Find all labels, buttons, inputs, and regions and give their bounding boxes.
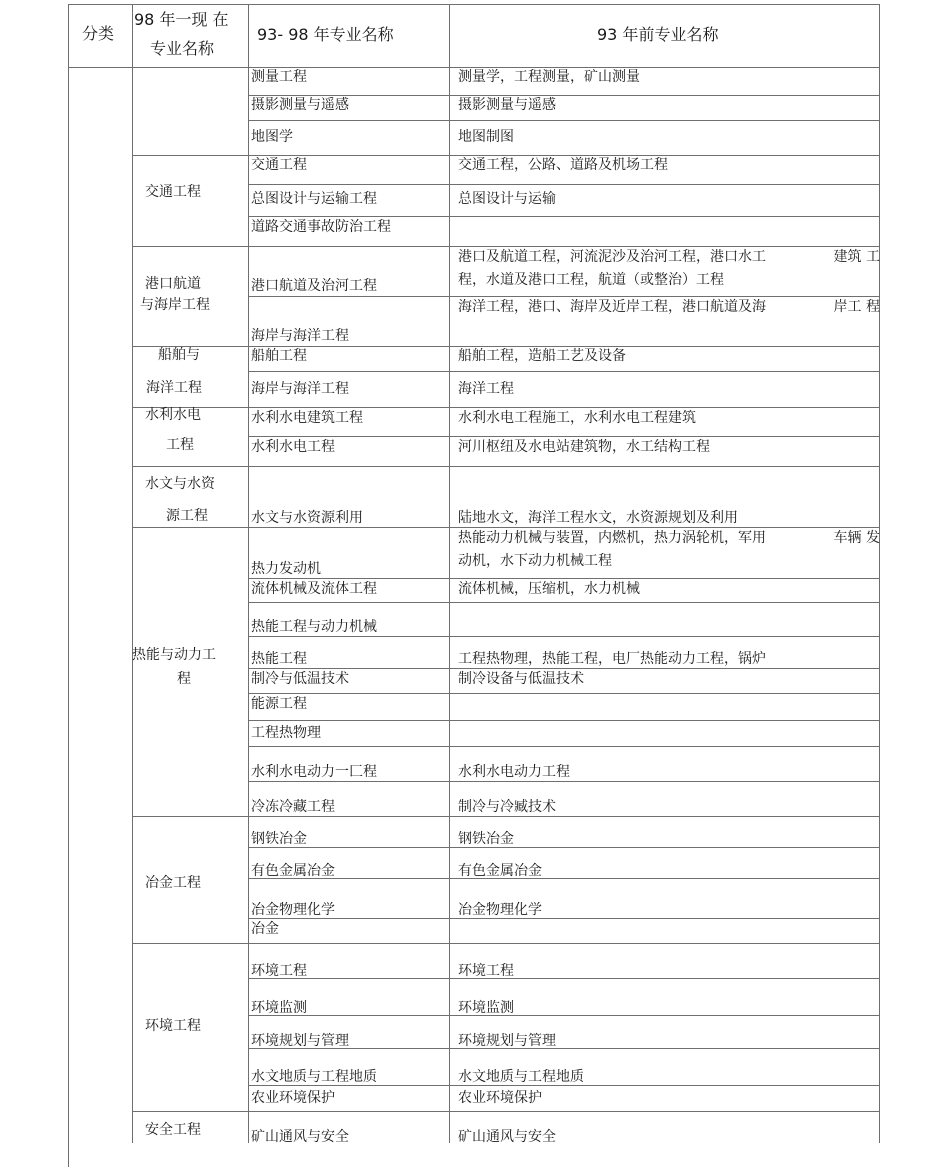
current-major-name: 制冷与低温技术	[251, 671, 349, 687]
row-divider	[248, 847, 880, 848]
old-major-names: 环境规划与管理	[458, 1033, 556, 1049]
table-left-border	[68, 4, 69, 1167]
column-divider	[449, 4, 450, 1143]
old-major-names: 矿山通风与安全	[458, 1129, 556, 1145]
row-divider	[248, 978, 880, 979]
old-major-names-tail: 岸工 程	[833, 299, 880, 315]
table-right-border	[879, 4, 880, 1143]
current-major-name: 环境规划与管理	[251, 1033, 349, 1049]
current-major-name: 冷冻冷藏工程	[251, 799, 335, 815]
row-divider	[248, 120, 880, 121]
old-major-names: 港口及航道工程，河流泥沙及治河工程，港口水工	[458, 249, 766, 265]
current-major-name: 总图设计与运输工程	[251, 191, 377, 207]
header-current-major-line2: 专业名称	[150, 39, 215, 58]
row-divider	[248, 878, 880, 879]
old-major-names: 环境工程	[458, 963, 514, 979]
current-major-name: 船舶工程	[251, 348, 307, 364]
current-major-name: 钢铁冶金	[251, 831, 307, 847]
old-major-names-tail: 车辆 发	[833, 530, 880, 546]
row-divider	[248, 602, 880, 603]
category-name: 水文与水资	[145, 476, 215, 492]
current-major-name: 摄影测量与遥感	[251, 97, 349, 113]
old-major-names: 水利水电动力工程	[458, 764, 570, 780]
old-major-names: 水文地质与工程地质	[458, 1069, 584, 1085]
current-major-name: 水利水电建筑工程	[251, 410, 363, 426]
current-major-name: 冶金物理化学	[251, 902, 335, 918]
old-major-names: 有色金属冶金	[458, 863, 542, 879]
category-name: 港口航道	[145, 276, 201, 292]
category-name: 船舶与	[158, 347, 200, 363]
header-pre-93-major: 93 年前专业名称	[597, 25, 719, 44]
current-major-name: 地图学	[251, 129, 293, 145]
old-major-names: 流体机械，压缩机，水力机械	[458, 581, 640, 597]
category-name: 环境工程	[145, 1018, 201, 1034]
old-major-names-tail: 建筑 工	[833, 249, 880, 265]
row-divider	[248, 746, 880, 747]
old-major-names: 制冷与冷臧技术	[458, 799, 556, 815]
current-major-name: 水文与水资源利用	[251, 510, 363, 526]
old-major-names: 热能动力机械与装置，内燃机，热力涡轮机，军用	[458, 530, 766, 546]
current-major-name: 海岸与海洋工程	[251, 381, 349, 397]
current-major-name: 水文地质与工程地质	[251, 1069, 377, 1085]
old-major-names: 制冷设备与低温技术	[458, 671, 584, 687]
category-name: 与海岸工程	[140, 297, 210, 313]
category-name: 安全工程	[145, 1122, 201, 1138]
row-divider	[248, 1015, 880, 1016]
row-divider	[248, 436, 880, 437]
old-major-names: 冶金物理化学	[458, 902, 542, 918]
table-top-border	[68, 4, 880, 5]
category-name: 交通工程	[145, 184, 201, 200]
current-major-name: 农业环境保护	[251, 1090, 335, 1106]
current-major-name: 能源工程	[251, 696, 307, 712]
old-major-names: 海洋工程，港口、海岸及近岸工程，港口航道及海	[458, 299, 766, 315]
category-name: 海洋工程	[146, 380, 202, 396]
current-major-name: 水利水电工程	[251, 439, 335, 455]
current-major-name: 道路交通事故防治工程	[251, 219, 391, 235]
old-major-names: 测量学，工程测量，矿山测量	[458, 69, 640, 85]
row-divider	[248, 668, 880, 669]
current-major-name: 矿山通风与安全	[251, 1129, 349, 1145]
current-major-name: 流体机械及流体工程	[251, 581, 377, 597]
current-major-name: 海岸与海洋工程	[251, 328, 349, 344]
current-major-name: 工程热物理	[251, 725, 321, 741]
current-major-name: 热能工程与动力机械	[251, 619, 377, 635]
old-major-names: 河川枢纽及水电站建筑物，水工结构工程	[458, 439, 710, 455]
current-major-name: 交通工程	[251, 157, 307, 173]
category-name: 工程	[166, 437, 194, 453]
current-major-name: 环境监测	[251, 1000, 307, 1016]
group-divider	[132, 466, 880, 467]
row-divider	[248, 216, 880, 217]
row-divider	[248, 578, 880, 579]
header-category: 分类	[82, 24, 115, 43]
column-divider	[248, 4, 249, 1143]
row-divider	[248, 296, 880, 297]
old-major-names: 摄影测量与遥感	[458, 97, 556, 113]
current-major-name: 环境工程	[251, 963, 307, 979]
current-major-name: 水利水电动力一匚程	[251, 764, 377, 780]
current-major-name: 有色金属冶金	[251, 863, 335, 879]
group-divider	[132, 246, 880, 247]
row-divider	[248, 371, 880, 372]
old-major-names: 船舶工程，造船工艺及设备	[458, 348, 626, 364]
group-divider	[132, 816, 880, 817]
row-divider	[248, 720, 880, 721]
group-divider	[132, 1111, 880, 1112]
group-divider	[132, 407, 880, 408]
old-major-names: 钢铁冶金	[458, 831, 514, 847]
category-name: 热能与动力工	[132, 647, 216, 663]
old-major-names: 交通工程，公路、道路及机场工程	[458, 157, 668, 173]
row-divider	[248, 918, 880, 919]
category-name: 源工程	[166, 508, 208, 524]
header-current-major-line1: 98 年一现 在	[134, 10, 229, 29]
current-major-name: 热力发动机	[251, 561, 321, 577]
row-divider	[248, 184, 880, 185]
group-divider	[132, 527, 880, 528]
old-major-names: 农业环境保护	[458, 1090, 542, 1106]
category-name: 程	[177, 671, 191, 687]
column-divider	[132, 4, 133, 1143]
current-major-name: 热能工程	[251, 651, 307, 667]
old-major-names: 地图制图	[458, 129, 514, 145]
row-divider	[248, 781, 880, 782]
old-major-names: 海洋工程	[458, 381, 514, 397]
current-major-name: 冶金	[251, 921, 279, 937]
row-divider	[248, 693, 880, 694]
old-major-names: 总图设计与运输	[458, 191, 556, 207]
current-major-name: 港口航道及治河工程	[251, 278, 377, 294]
old-major-names: 环境监测	[458, 1000, 514, 1016]
category-name: 水利水电	[145, 407, 201, 423]
old-major-names: 水利水电工程施工，水利水电工程建筑	[458, 410, 696, 426]
old-major-names: 陆地水文，海洋工程水文，水资源规划及利用	[458, 510, 738, 526]
header-93-98-major: 93- 98 年专业名称	[257, 25, 394, 44]
current-major-name: 测量工程	[251, 69, 307, 85]
group-divider	[132, 943, 880, 944]
old-major-names-continued: 程，水道及港口工程，航道（或整治）工程	[458, 272, 724, 288]
old-major-names: 工程热物理，热能工程，电厂热能动力工程，锅炉	[458, 651, 766, 667]
old-major-names-continued: 动机，水下动力机械工程	[458, 553, 612, 569]
category-name: 冶金工程	[145, 875, 201, 891]
row-divider	[248, 636, 880, 637]
